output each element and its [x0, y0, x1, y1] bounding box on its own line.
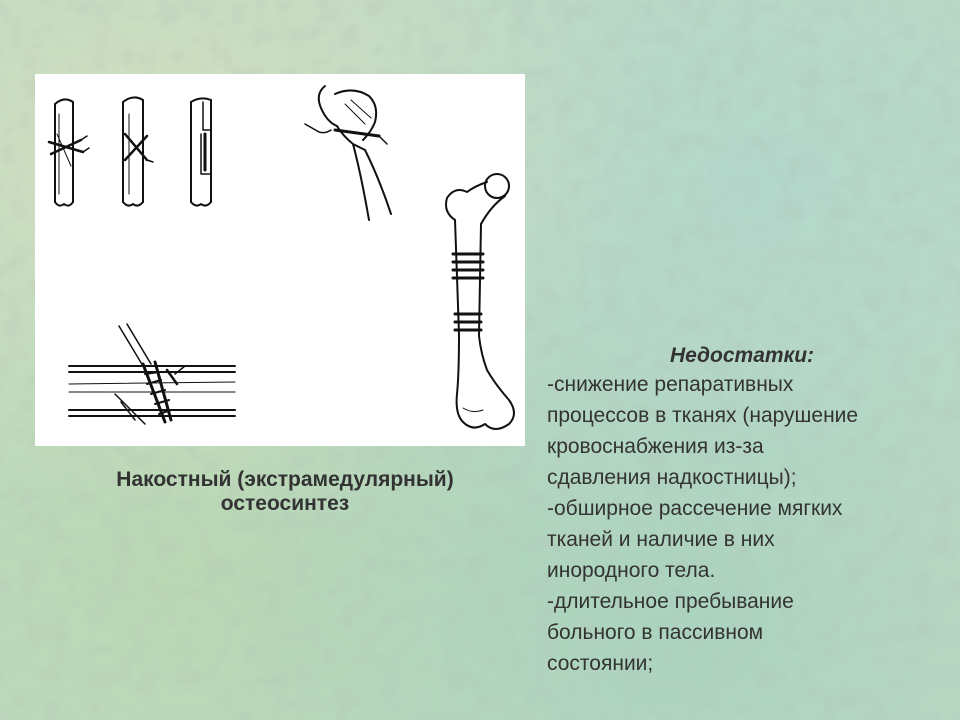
disadvantages-section [547, 340, 952, 679]
disadvantage-line: -обширное рассечение мягких [547, 497, 843, 520]
caption-line: остеосинтез [220, 492, 350, 515]
disadvantage-line: сдавления надкостницы); [547, 466, 797, 489]
screw-through-cortex-icon [69, 324, 235, 424]
disadvantages-heading: Недостатки: [669, 344, 815, 367]
osteosynthesis-figure [35, 74, 525, 446]
disadvantage-line: -снижение репаративных [547, 373, 794, 396]
disadvantage-line: кровоснабжения из-за [547, 435, 764, 458]
disadvantage-line: больного в пассивном [547, 621, 764, 644]
bone-wire-cerclage-diagonal-icon [123, 97, 153, 205]
disadvantage-line: тканей и наличие в них [547, 528, 775, 551]
bone-step-osteotomy-icon [191, 98, 211, 205]
femur-cerclage-bands-icon [446, 174, 514, 429]
disadvantage-line: инородного тела. [547, 559, 716, 582]
proximal-bone-wire-fixation-icon [305, 86, 391, 220]
disadvantage-line: состоянии; [547, 652, 654, 675]
disadvantage-line: процессов в тканях (нарушение [547, 404, 859, 427]
figure-caption [40, 468, 530, 516]
caption-line: Накостный (экстрамедулярный) [116, 468, 454, 491]
bone-wire-cerclage-cross-icon [49, 99, 89, 205]
disadvantage-line: -длительное пребывание [547, 590, 794, 613]
